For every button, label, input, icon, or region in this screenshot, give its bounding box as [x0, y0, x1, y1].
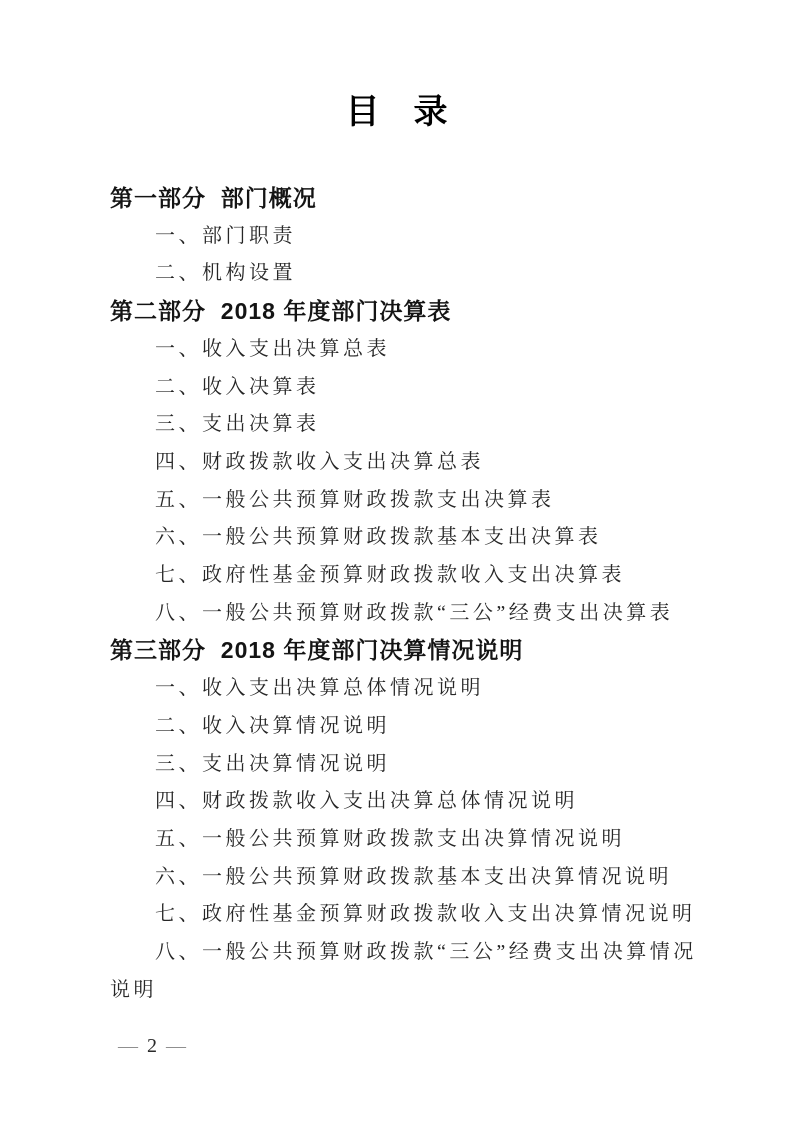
page-number-dash-right: — — [166, 1035, 186, 1057]
toc-item: 五、一般公共预算财政拨款支出决算表 — [155, 488, 555, 511]
toc-item: 六、一般公共预算财政拨款基本支出决算表 — [155, 526, 602, 549]
toc-item: 八、一般公共预算财政拨款“三公”经费支出决算表 — [155, 601, 674, 624]
toc-item: 三、支出决算情况说明 — [155, 752, 390, 775]
toc-item: 五、一般公共预算财政拨款支出决算情况说明 — [155, 827, 625, 850]
page-number — [118, 1034, 186, 1058]
toc-item: 二、收入决算情况说明 — [155, 714, 390, 737]
toc-part-heading: 第三部分 2018 年度部门决算情况说明 — [110, 637, 524, 664]
toc-item: 八、一般公共预算财政拨款“三公”经费支出决算情况 — [155, 941, 697, 964]
toc-item-continuation: 说明 — [110, 978, 157, 1001]
toc-item: 一、收入支出决算总体情况说明 — [155, 677, 484, 700]
toc-item: 四、财政拨款收入支出决算总体情况说明 — [155, 790, 578, 813]
page-number-dash-left: — — [118, 1035, 138, 1057]
toc-item: 三、支出决算表 — [155, 413, 320, 436]
toc-item: 一、收入支出决算总表 — [155, 337, 390, 360]
toc-item: 七、政府性基金预算财政拨款收入支出决算情况说明 — [155, 903, 696, 926]
table-of-contents — [110, 180, 780, 1009]
toc-item: 四、财政拨款收入支出决算总表 — [155, 450, 484, 473]
toc-part-heading: 第二部分 2018 年度部门决算表 — [110, 298, 452, 325]
page-title: 目录 — [345, 92, 482, 132]
toc-item: 七、政府性基金预算财政拨款收入支出决算表 — [155, 564, 625, 587]
toc-item: 六、一般公共预算财政拨款基本支出决算情况说明 — [155, 865, 672, 888]
toc-item: 一、部门职责 — [155, 224, 296, 247]
page-number-value: 2 — [147, 1035, 157, 1057]
toc-item: 二、收入决算表 — [155, 375, 320, 398]
toc-part-heading: 第一部分 部门概况 — [110, 185, 317, 211]
toc-item: 二、机构设置 — [155, 262, 296, 285]
